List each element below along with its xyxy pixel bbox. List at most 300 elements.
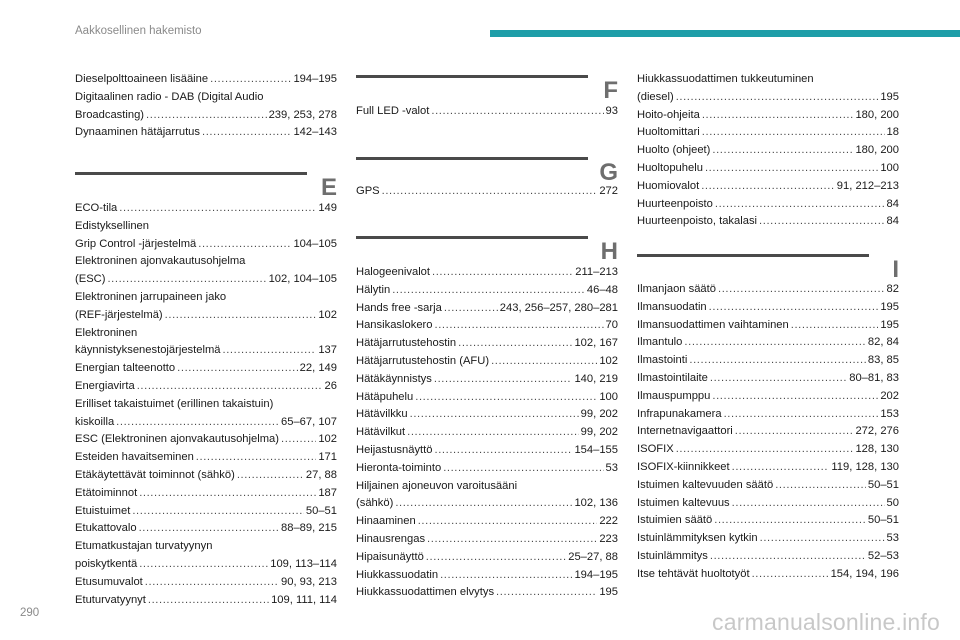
index-entry-term: Full LED -valot xyxy=(356,105,430,117)
dot-leader xyxy=(237,467,304,485)
index-entry-term: Internetnavigaattori xyxy=(637,425,733,438)
index-entry xyxy=(637,530,899,548)
page-header-bar xyxy=(490,30,960,37)
index-entry-line xyxy=(637,512,899,530)
index-entry-pages: 22, 149 xyxy=(299,362,337,375)
index-entry-line xyxy=(75,467,337,485)
dot-leader xyxy=(715,196,885,214)
dot-leader xyxy=(382,183,598,201)
index-entry xyxy=(637,388,899,406)
dot-leader xyxy=(709,299,879,317)
index-entry xyxy=(637,142,899,160)
index-entry-term-line: Hiljainen ajoneuvon varoitusääni xyxy=(356,479,518,492)
index-entry-term: Etusumuvalot xyxy=(75,575,143,588)
index-entry-pages: 195 xyxy=(880,90,899,103)
index-entry-term: Hälytin xyxy=(356,283,391,296)
index-entry-pages: 104–105 xyxy=(293,237,337,250)
index-entry-term: Hätävilkku xyxy=(356,408,408,421)
index-entry-term: ECO-tila xyxy=(75,202,118,214)
index-entry xyxy=(75,124,337,142)
index-entry-line xyxy=(637,566,899,584)
index-entry-pages: 93 xyxy=(605,105,618,117)
index-entry-term: Hätäjarrutustehostin (AFU) xyxy=(356,354,490,367)
index-entry-term: Hipaisunäyttö xyxy=(356,550,424,563)
index-entry-line xyxy=(356,531,618,549)
index-entry-term: Hätäkäynnistys xyxy=(356,372,432,385)
index-entry-line xyxy=(356,335,618,353)
page-number: 290 xyxy=(20,607,40,619)
index-entry xyxy=(356,371,618,389)
index-entry xyxy=(356,264,618,282)
index-group xyxy=(75,71,337,142)
index-entry xyxy=(75,538,337,574)
index-entry-pages: 53 xyxy=(605,461,618,474)
index-entry-pages: 82, 84 xyxy=(867,336,899,349)
index-entry-term: Ilmauspumppu xyxy=(637,389,711,402)
index-entry-term: Etuistuimet xyxy=(75,504,131,517)
index-entry-term: Hinaaminen xyxy=(356,515,416,528)
index-group xyxy=(637,281,899,584)
index-entry-line xyxy=(637,89,899,107)
index-entry-pages: 243, 256–257, 280–281 xyxy=(499,301,618,314)
index-entry-term-line: Elektroninen xyxy=(75,326,138,339)
index-entry-pages: 80–81, 83 xyxy=(849,371,899,384)
index-entry xyxy=(637,334,899,352)
index-entry-line xyxy=(75,485,337,503)
index-entry-term: Istuinlämmityksen kytkin xyxy=(637,532,758,545)
index-entry-pages: 102, 104–105 xyxy=(268,273,337,286)
index-entry-pages: 83, 85 xyxy=(867,354,899,367)
index-entry-pages: 82 xyxy=(886,283,899,295)
index-entry xyxy=(637,317,899,335)
dot-leader xyxy=(443,460,603,478)
index-entry-term: Huurteenpoisto, takalasi xyxy=(637,215,758,228)
dot-leader xyxy=(702,107,854,125)
index-entry-term: Huolto (ohjeet) xyxy=(637,144,711,157)
dot-leader xyxy=(440,567,572,585)
index-entry xyxy=(637,107,899,125)
section-letter: E xyxy=(320,174,337,201)
index-entry-line xyxy=(637,495,899,513)
index-entry xyxy=(637,178,899,196)
index-entry-pages: 149 xyxy=(318,202,337,214)
index-entry-pages: 91, 212–213 xyxy=(836,179,899,192)
index-entry-line xyxy=(637,196,899,214)
index-entry-term: Ilmanjaon säätö xyxy=(637,283,716,295)
index-entry xyxy=(356,513,618,531)
dot-leader xyxy=(444,300,498,318)
section-rule xyxy=(356,75,588,78)
dot-leader xyxy=(760,530,885,548)
index-entry xyxy=(75,289,337,325)
index-entry-pages: 65–67, 107 xyxy=(281,415,337,428)
index-entry-line xyxy=(75,556,337,574)
index-entry-term: ESC (Elektroninen ajonvakautusohjelma) xyxy=(75,433,279,446)
index-entry-line xyxy=(637,178,899,196)
index-entry-pages: 18 xyxy=(886,126,899,139)
index-entry xyxy=(356,282,618,300)
index-entry-line xyxy=(356,317,618,335)
index-entry-term: Broadcasting) xyxy=(75,108,145,121)
index-entry xyxy=(637,299,899,317)
index-entry-pages: 195 xyxy=(880,318,899,331)
index-entry-line xyxy=(637,317,899,335)
dot-leader xyxy=(710,370,847,388)
index-entry-pages: 26 xyxy=(324,379,337,392)
dot-leader xyxy=(177,360,298,378)
index-entry-term: Hoito-ohjeita xyxy=(637,108,700,121)
index-entry-term: Infrapunakamera xyxy=(637,407,722,420)
dot-leader xyxy=(496,584,597,602)
index-entry-line xyxy=(356,584,618,602)
index-entry-pages: 52–53 xyxy=(867,549,899,562)
index-entry-term: Huoltopuhelu xyxy=(637,161,703,174)
index-entry-line xyxy=(356,549,618,567)
index-entry xyxy=(356,300,618,318)
index-entry-term: (diesel) xyxy=(637,90,674,103)
index-entry-term-line: Edistyksellinen xyxy=(75,219,149,232)
index-entry xyxy=(637,71,899,107)
index-entry-line xyxy=(637,142,899,160)
index-entry xyxy=(637,124,899,142)
dot-leader xyxy=(705,160,878,178)
index-entry-line xyxy=(637,406,899,424)
index-entry-line xyxy=(75,71,337,89)
index-entry xyxy=(75,325,337,361)
index-entry-pages: 88–89, 215 xyxy=(281,522,337,535)
index-entry-pages: 25–27, 88 xyxy=(568,550,618,563)
index-entry-term: Hätäpuhelu xyxy=(356,390,414,403)
index-entry-line xyxy=(356,353,618,371)
index-entry-term: (REF-järjestelmä) xyxy=(75,308,163,321)
index-entry-pages: 46–48 xyxy=(586,283,618,296)
dot-leader xyxy=(281,431,316,449)
dot-leader xyxy=(759,213,885,231)
index-entry-line xyxy=(75,271,337,289)
index-entry-term: Hätävilkut xyxy=(356,426,406,439)
index-entry-term: ISOFIX xyxy=(637,443,674,456)
index-entry-line xyxy=(75,414,337,432)
index-group xyxy=(356,103,618,121)
section-rule xyxy=(637,254,869,257)
dot-leader xyxy=(196,449,317,467)
dot-leader xyxy=(410,406,579,424)
dot-leader xyxy=(165,307,317,325)
index-entry xyxy=(356,183,618,201)
index-entry-pages: 137 xyxy=(318,344,337,357)
index-entry-line xyxy=(356,389,618,407)
index-group xyxy=(356,264,618,602)
index-entry-term: Hands free -sarja xyxy=(356,301,442,314)
dot-leader xyxy=(139,556,268,574)
index-entry xyxy=(75,503,337,521)
index-entry-term: Heijastusnäyttö xyxy=(356,443,433,456)
index-entry-term: Etätoiminnot xyxy=(75,486,138,499)
index-entry-pages: 84 xyxy=(886,215,899,228)
index-entry-line xyxy=(75,342,337,360)
index-entry-term: (ESC) xyxy=(75,273,106,286)
index-entry xyxy=(75,89,337,125)
index-entry-line xyxy=(637,160,899,178)
index-entry-pages: 153 xyxy=(880,407,899,420)
index-entry-line xyxy=(75,307,337,325)
index-entry-line xyxy=(356,424,618,442)
dot-leader xyxy=(718,281,885,299)
index-entry-line xyxy=(637,441,899,459)
index-entry xyxy=(356,389,618,407)
index-entry-line xyxy=(75,124,337,142)
index-entry-line xyxy=(75,592,337,610)
index-entry xyxy=(75,592,337,610)
index-group xyxy=(75,200,337,609)
dot-leader xyxy=(714,512,866,530)
dot-leader xyxy=(712,388,878,406)
index-entry-term: Hiukkassuodattimen elvytys xyxy=(356,586,495,599)
index-entry-term: Istuimen kaltevuus xyxy=(637,496,730,509)
index-entry-line xyxy=(356,282,618,300)
dot-leader xyxy=(198,236,291,254)
dot-leader xyxy=(684,334,865,352)
section-rule xyxy=(356,157,588,160)
index-entry-pages: 100 xyxy=(599,390,618,403)
index-entry-line xyxy=(356,442,618,460)
dot-leader xyxy=(223,342,317,360)
index-entry xyxy=(356,406,618,424)
index-entry-pages: 27, 88 xyxy=(305,468,337,481)
index-entry-pages: 99, 202 xyxy=(580,426,618,439)
index-entry-term: Hiukkassuodatin xyxy=(356,568,439,581)
section-letter: F xyxy=(603,77,618,104)
index-entry-pages: 171 xyxy=(318,451,337,464)
index-entry-term: Huurteenpoisto xyxy=(637,197,713,210)
index-entry-term: Hinausrengas xyxy=(356,532,426,545)
dot-leader xyxy=(132,503,304,521)
index-entry-line xyxy=(75,378,337,396)
index-entry-term: Hieronta-toiminto xyxy=(356,461,442,474)
index-entry-term-line: Digitaalinen radio - DAB (Digital Audio xyxy=(75,90,264,103)
index-entry-pages: 70 xyxy=(605,319,618,332)
index-entry-term-line: Etumatkustajan turvatyynyn xyxy=(75,540,213,553)
dot-leader xyxy=(701,178,835,196)
index-entry-line xyxy=(356,371,618,389)
dot-leader xyxy=(432,264,573,282)
dot-leader xyxy=(676,441,854,459)
index-entry-pages: 90, 93, 213 xyxy=(281,575,337,588)
dot-leader xyxy=(418,513,598,531)
index-entry-term: (sähkö) xyxy=(356,497,394,510)
index-entry-line xyxy=(356,460,618,478)
index-entry xyxy=(637,441,899,459)
index-entry xyxy=(75,218,337,254)
index-entry-pages: 272, 276 xyxy=(855,425,899,438)
index-entry-line xyxy=(637,423,899,441)
dot-leader xyxy=(458,335,572,353)
index-entry-pages: 180, 200 xyxy=(855,108,899,121)
section-letter: H xyxy=(600,238,618,265)
index-entry-pages: 102 xyxy=(318,433,337,446)
dot-leader xyxy=(431,103,603,121)
index-entry-term: ISOFIX-kiinnikkeet xyxy=(637,460,730,473)
index-entry-line xyxy=(356,264,618,282)
index-entry-term: Energian talteenotto xyxy=(75,362,176,375)
section-rule xyxy=(356,236,588,239)
index-entry-term: GPS xyxy=(356,185,380,197)
index-entry-pages: 102 xyxy=(599,354,618,367)
dot-leader xyxy=(137,378,323,396)
index-entry-pages: 119, 128, 130 xyxy=(831,460,899,473)
index-entry-pages: 180, 200 xyxy=(855,144,899,157)
index-entry-term: Halogeenivalot xyxy=(356,266,431,278)
dot-leader xyxy=(710,548,866,566)
index-entry xyxy=(356,424,618,442)
index-entry xyxy=(356,442,618,460)
index-entry-pages: 102, 167 xyxy=(574,337,618,350)
index-entry xyxy=(75,449,337,467)
index-entry-line xyxy=(637,459,899,477)
dot-leader xyxy=(435,442,573,460)
index-entry-line xyxy=(637,299,899,317)
index-entry-line xyxy=(356,513,618,531)
dot-leader xyxy=(426,549,566,567)
index-entry-pages: 194–195 xyxy=(293,73,337,85)
dot-leader xyxy=(427,531,597,549)
index-entry-pages: 194–195 xyxy=(574,568,618,581)
index-entry-line xyxy=(637,107,899,125)
index-entry xyxy=(356,460,618,478)
index-entry-line xyxy=(356,183,618,201)
dot-leader xyxy=(415,389,597,407)
dot-leader xyxy=(752,566,829,584)
index-group xyxy=(637,71,899,231)
index-entry-term: Ilmastointilaite xyxy=(637,371,708,384)
index-entry xyxy=(637,370,899,388)
index-entry-line xyxy=(637,370,899,388)
index-entry-pages: 223 xyxy=(599,532,618,545)
index-entry xyxy=(637,196,899,214)
index-entry-pages: 239, 253, 278 xyxy=(268,108,337,121)
dot-leader xyxy=(139,520,279,538)
index-entry-pages: 154, 194, 196 xyxy=(830,567,899,580)
section-letter: I xyxy=(892,256,899,283)
index-entry-term: Ilmansuodatin xyxy=(637,300,707,313)
index-entry xyxy=(356,353,618,371)
index-entry xyxy=(637,477,899,495)
index-entry xyxy=(637,160,899,178)
index-entry-line xyxy=(637,213,899,231)
dot-leader xyxy=(434,317,603,335)
dot-leader xyxy=(689,352,866,370)
index-entry xyxy=(356,317,618,335)
dot-leader xyxy=(491,353,597,371)
dot-leader xyxy=(139,485,316,503)
dot-leader xyxy=(116,414,279,432)
index-entry xyxy=(356,584,618,602)
index-entry-pages: 272 xyxy=(599,185,618,197)
index-entry-pages: 211–213 xyxy=(575,266,618,278)
index-entry-pages: 102 xyxy=(318,308,337,321)
index-entry-term: käynnistyksenestojärjestelmä xyxy=(75,344,221,357)
index-entry xyxy=(75,200,337,218)
index-entry-line xyxy=(75,503,337,521)
index-entry-term: Dynaaminen hätäjarrutus xyxy=(75,126,200,139)
dot-leader xyxy=(791,317,879,335)
index-entry-term: poiskytkentä xyxy=(75,557,138,570)
index-entry-pages: 187 xyxy=(318,486,337,499)
index-entry-term: Hansikaslokero xyxy=(356,319,433,332)
index-entry xyxy=(637,281,899,299)
index-entry-term: Energiavirta xyxy=(75,379,135,392)
section-letter: G xyxy=(599,159,618,186)
index-entry xyxy=(637,512,899,530)
index-entry-line xyxy=(356,103,618,121)
index-entry-line xyxy=(356,300,618,318)
index-entry-pages: 99, 202 xyxy=(580,408,618,421)
index-entry-pages: 50 xyxy=(886,496,899,509)
index-entry-pages: 109, 111, 114 xyxy=(271,593,337,606)
index-entry xyxy=(75,360,337,378)
index-entry xyxy=(75,396,337,432)
section-rule xyxy=(75,172,307,175)
index-entry-line xyxy=(75,574,337,592)
index-entry-term: Huoltomittari xyxy=(637,126,700,139)
index-entry-term-line: Hiukkassuodattimen tukkeutuminen xyxy=(637,73,814,85)
index-entry-term: Ilmastointi xyxy=(637,354,688,367)
dot-leader xyxy=(712,142,853,160)
index-entry-pages: 102, 136 xyxy=(574,497,618,510)
watermark: carmanualsonline.info xyxy=(712,609,940,635)
index-entry xyxy=(637,548,899,566)
index-entry-term: kiskoilla xyxy=(75,415,115,428)
dot-leader xyxy=(395,495,572,513)
index-entry-pages: 202 xyxy=(880,389,899,402)
dot-leader xyxy=(775,477,866,495)
index-entry xyxy=(356,478,618,514)
index-entry-line xyxy=(637,352,899,370)
index-entry xyxy=(637,213,899,231)
index-entry-term: Etukattovalo xyxy=(75,522,137,535)
index-entry-term: Esteiden havaitseminen xyxy=(75,451,194,464)
index-entry-term: Ilmantulo xyxy=(637,336,683,349)
dot-leader xyxy=(724,406,879,424)
index-entry xyxy=(637,406,899,424)
index-entry-term-line: Elektroninen jarrupaineen jako xyxy=(75,290,227,303)
index-entry xyxy=(356,567,618,585)
index-entry-line xyxy=(637,530,899,548)
dot-leader xyxy=(735,423,854,441)
index-entry-term: Istuimen kaltevuuden säätö xyxy=(637,478,774,491)
index-entry-line xyxy=(637,124,899,142)
index-entry xyxy=(75,378,337,396)
index-entry xyxy=(637,495,899,513)
dot-leader xyxy=(210,71,291,89)
index-entry-line xyxy=(75,520,337,538)
index-entry-pages: 195 xyxy=(599,586,618,599)
index-entry-pages: 140, 219 xyxy=(574,372,618,385)
index-entry xyxy=(75,467,337,485)
index-entry xyxy=(75,520,337,538)
index-entry xyxy=(75,574,337,592)
index-entry xyxy=(75,431,337,449)
index-group xyxy=(356,183,618,201)
index-entry xyxy=(637,423,899,441)
index-entry-pages: 53 xyxy=(886,532,899,545)
index-entry-term: Etuturvatyynyt xyxy=(75,593,146,606)
dot-leader xyxy=(202,124,291,142)
index-entry-line xyxy=(637,477,899,495)
index-entry-term: Grip Control -järjestelmä xyxy=(75,237,197,250)
index-entry-pages: 50–51 xyxy=(867,478,899,491)
index-entry xyxy=(75,485,337,503)
